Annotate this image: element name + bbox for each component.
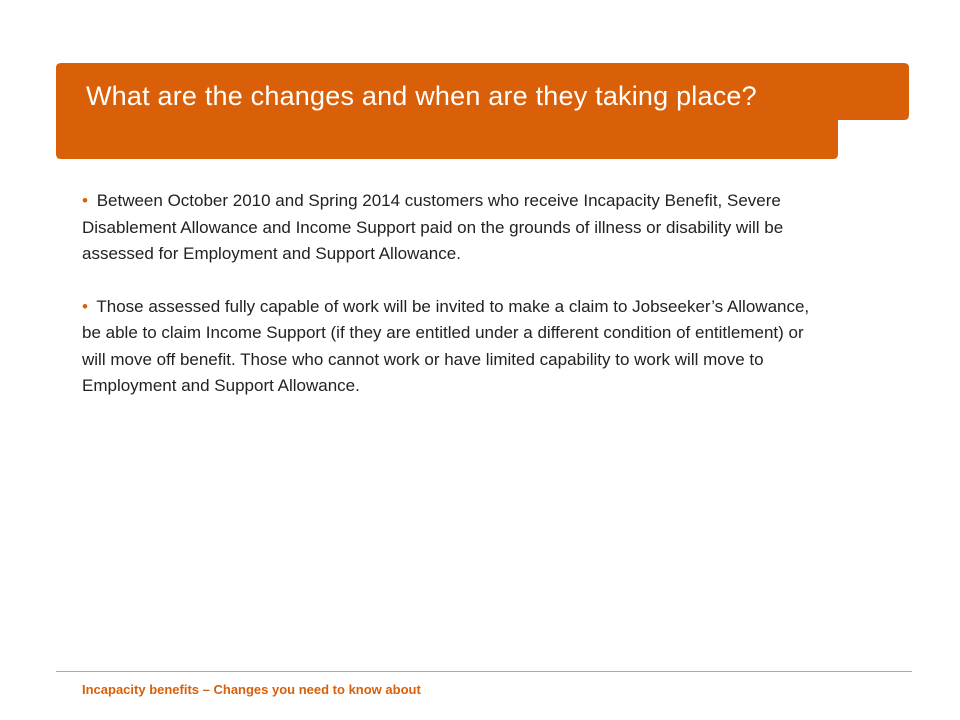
footer-divider [56,671,912,672]
bullet-paragraph-1 [82,188,822,268]
slide-title: What are the changes and when are they taking place? [86,81,757,111]
title-banner [56,63,909,159]
bullet-marker: • [82,191,88,210]
bullet-text: Between October 2010 and Spring 2014 customers who receive Incapacity Benefit, Severe Disablement Allowance and Income Support paid on the grounds of illness or disability will be assessed for Employment and Support Allowance. [82,191,784,263]
bullet-marker: • [82,296,88,316]
bullet-text: Those assessed fully capable of work will be invited to make a claim to Jobseeker’s Allowance, be able to claim Income Support (if they are entitled under a different condition of entitlement) or will move off benefit. Those who cannot work or have limited capability to work will move to Employment and Support Allowance. [82,296,810,395]
slide-body [82,188,822,426]
bullet-paragraph-2 [82,294,822,400]
footer-caption: Incapacity benefits – Changes you need to know about [82,682,421,697]
